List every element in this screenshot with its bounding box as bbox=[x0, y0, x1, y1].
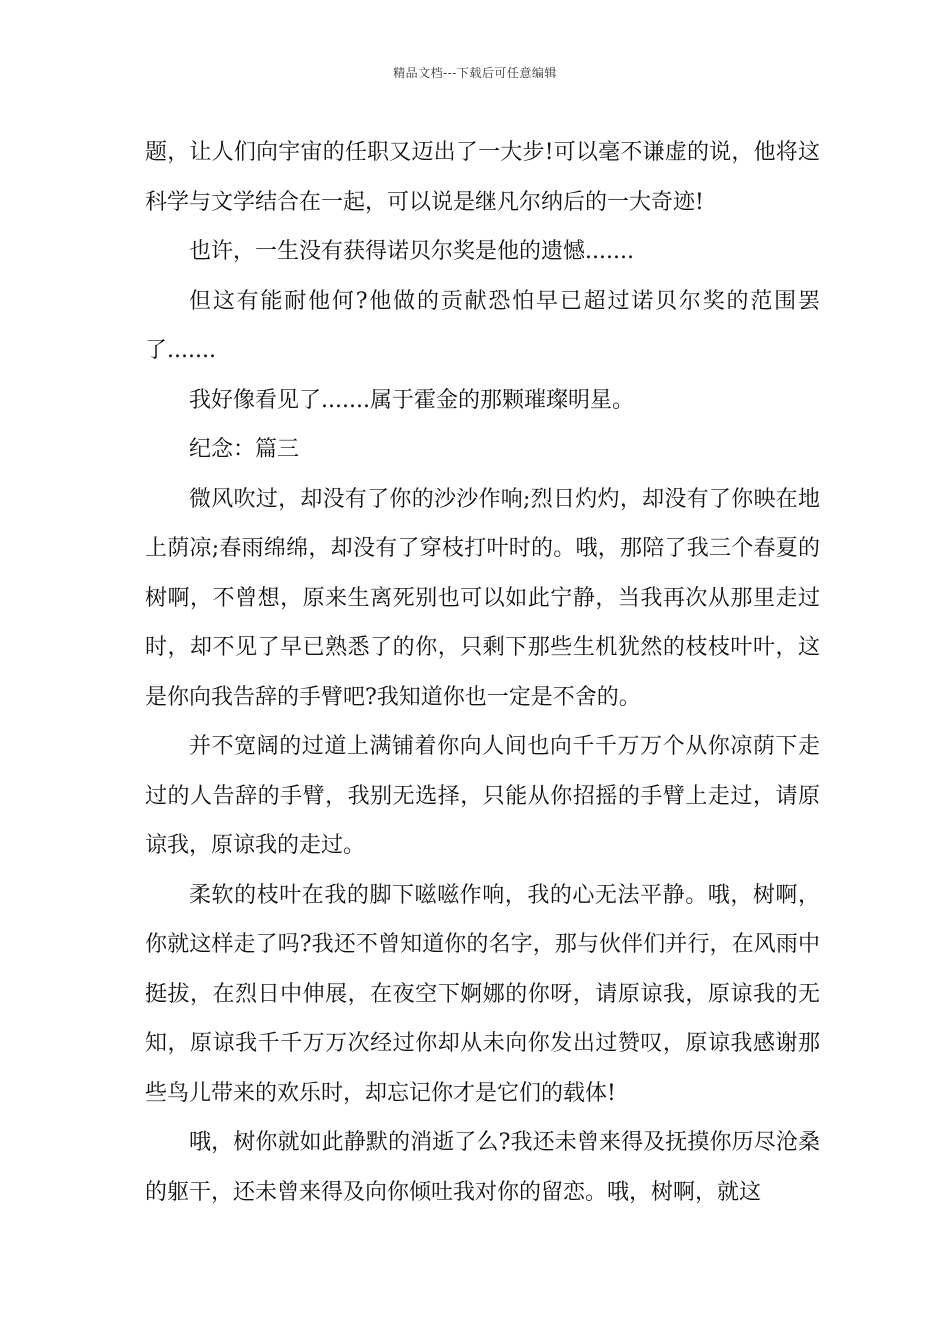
page-header: 精品文档---下载后可任意编辑 bbox=[393, 66, 557, 80]
paragraph-8: 哦，树你就如此静默的消逝了么?我还未曾来得及抚摸你历尽沧桑的躯干，还未曾来得及向你倾吐我对你的留恋。哦，树啊，就这 bbox=[145, 1130, 820, 1205]
paragraph-7: 柔软的枝叶在我的脚下嗞嗞作响，我的心无法平静。哦，树啊，你就这样走了吗?我还不曾知道你的名字，那与伙伴们并行，在风雨中挺拔，在烈日中伸展，在夜空下婀娜的你呀，请原谅我，原谅我的无知，原谅我千千万万次经过你却从未向你发出过赞叹，原谅我感谢那些鸟儿带来的欢乐时，却忘记你才是它们的载体! bbox=[145, 882, 820, 1106]
paragraph-3: 但这有能耐他何?他做的贡献恐怕早已超过诺贝尔奖的范围罢了....... bbox=[145, 288, 820, 363]
document-body bbox=[145, 128, 820, 1217]
paragraph-4: 我好像看见了.......属于霍金的那颗璀璨明星。 bbox=[189, 387, 634, 413]
paragraph-6: 并不宽阔的过道上满铺着你向人间也向千千万万个从你凉荫下走过的人告辞的手臂，我别无选择，只能从你招摇的手臂上走过，请原谅我，原谅我的走过。 bbox=[145, 734, 820, 858]
paragraph-1: 题，让人们向宇宙的任职又迈出了一大步!可以毫不谦虚的说，他将这科学与文学结合在一起，可以说是继凡尔纳后的一大奇迹! bbox=[145, 140, 820, 215]
paragraph-2: 也许，一生没有获得诺贝尔奖是他的遗憾....... bbox=[189, 239, 634, 264]
section-heading: 纪念：篇三 bbox=[189, 437, 300, 462]
paragraph-5: 微风吹过，却没有了你的沙沙作响;烈日灼灼，却没有了你映在地上荫凉;春雨绵绵，却没有了穿枝打叶时的。哦，那陪了我三个春夏的树啊，不曾想，原来生离死别也可以如此宁静，当我再次从那里走过时，却不见了早已熟悉了的你，只剩下那些生机犹然的枝枝叶叶，这是你向我告辞的手臂吧?我知道你也一定是不舍的。 bbox=[145, 486, 820, 710]
